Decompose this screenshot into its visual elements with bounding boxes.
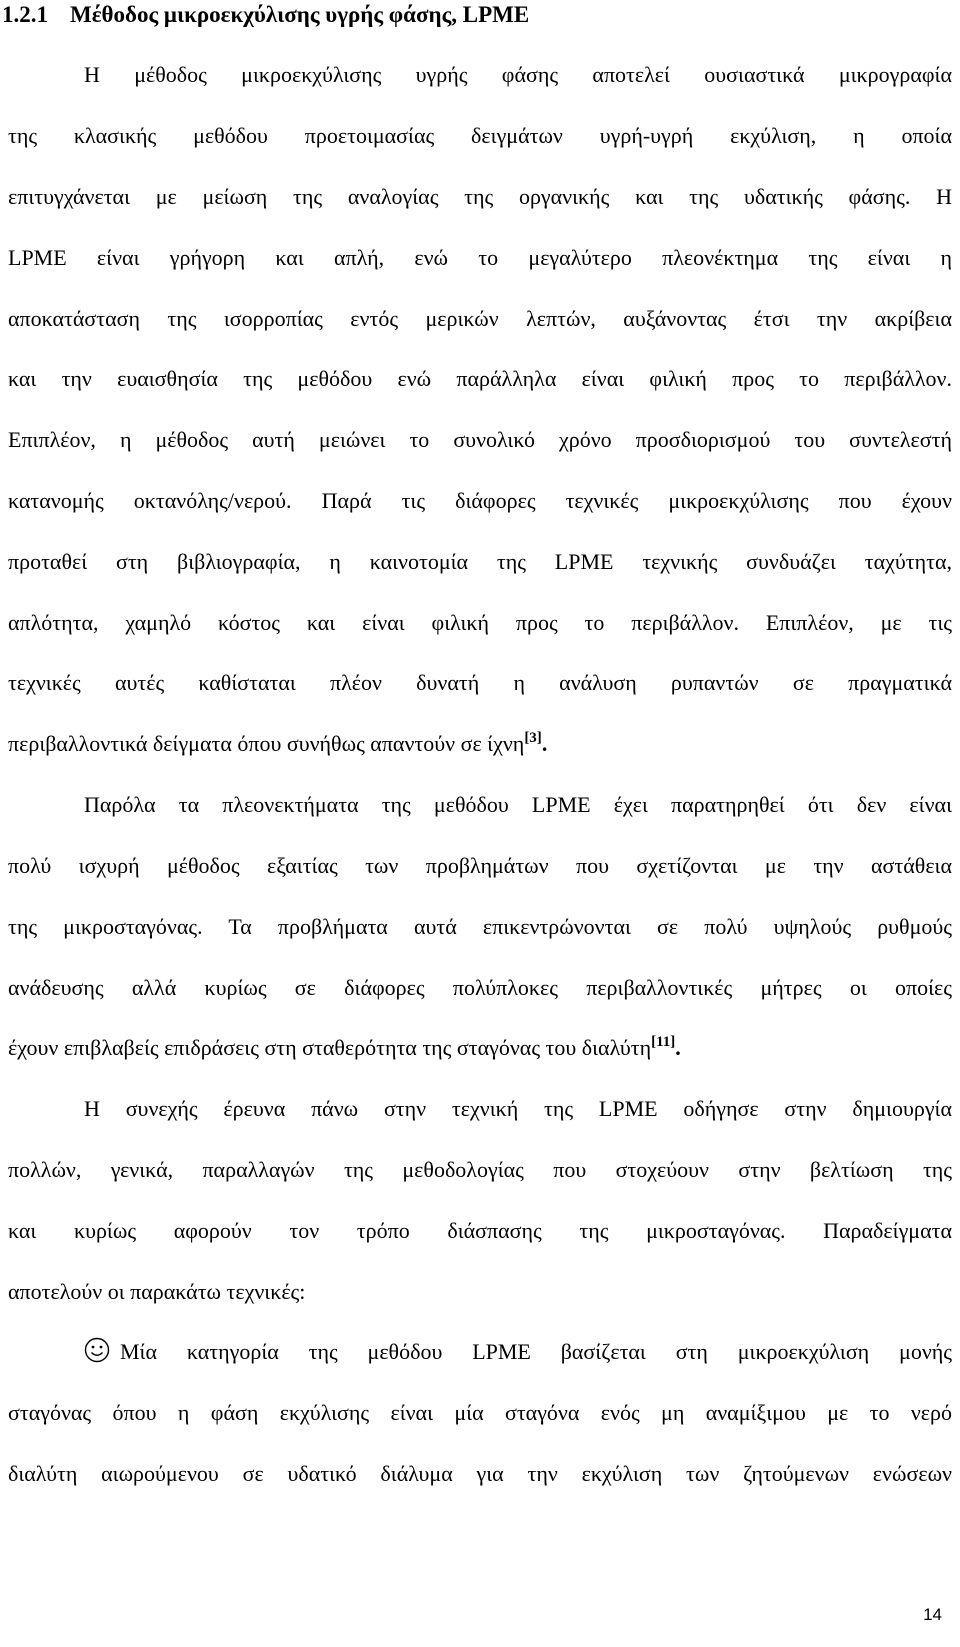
text-line: πολλών, γενικά, παραλλαγών της μεθοδολογίας που στοχεύουν στην βελτίωση της [8, 1157, 952, 1182]
text-line [8, 729, 952, 759]
text-line: σταγόνας όπου η φάση εκχύλισης είναι μία σταγόνα ενός μη αναμίξιμου με το νερό [8, 1400, 952, 1425]
text-line: Επιπλέον, η μέθοδος αυτή μειώνει το συνολικό χρόνο προσδιορισμού του συντελεστή [8, 427, 952, 452]
text-line: κατανομής οκτανόλης/νερού. Παρά τις διάφορες τεχνικές μικροεκχύλισης που έχουν [8, 488, 952, 513]
text-line: διαλύτη αιωρούμενου σε υδατικό διάλυμα για την εκχύλιση των ζητούμενων ενώσεων [8, 1461, 952, 1486]
text-line-content: έχουν επιβλαβείς επιδράσεις στη σταθερότητα της σταγόνας του διαλύτη [8, 1035, 652, 1060]
bullet-item [84, 1337, 952, 1367]
citation: [3] [524, 730, 542, 746]
text-line: Η συνεχής έρευνα πάνω στην τεχνική της LPME οδήγησε στην δημιουργία [84, 1096, 952, 1121]
period: . [675, 1035, 681, 1060]
text-line: Η μέθοδος μικροεκχύλισης υγρής φάσης αποτελεί ουσιαστικά μικρογραφία [84, 62, 952, 87]
page-number: 14 [923, 1605, 942, 1624]
text-line: πολύ ισχυρή μέθοδος εξαιτίας των προβλημάτων που σχετίζονται με την αστάθεια [8, 853, 952, 878]
bullet-text: Μία κατηγορία της μεθόδου LPME βασίζεται στη μικροεκχύλιση μονής [120, 1339, 952, 1364]
text-line-content: περιβαλλοντικά δείγματα όπου συνήθως απαντούν σε ίχνη [8, 731, 525, 756]
text-line: αποκατάσταση της ισορροπίας εντός μερικών λεπτών, αυξάνοντας έτσι την ακρίβεια [8, 306, 952, 331]
text-line: προταθεί στη βιβλιογραφία, η καινοτομία της LPME τεχνικής συνδυάζει ταχύτητα, [8, 549, 952, 574]
text-line: της μικροσταγόνας. Τα προβλήματα αυτά επικεντρώνονται σε πολύ υψηλούς ρυθμούς [8, 914, 952, 939]
section-title: Μέθοδος μικροεκχύλισης υγρής φάσης, LPME [70, 2, 530, 27]
text-line: LPME είναι γρήγορη και απλή, ενώ το μεγαλύτερο πλεονέκτημα της είναι η [8, 245, 952, 270]
text-line: ανάδευσης αλλά κυρίως σε διάφορες πολύπλοκες περιβαλλοντικές μήτρες οι οποίες [8, 975, 952, 1000]
smiley-face-icon [84, 1337, 110, 1363]
text-line: επιτυγχάνεται με μείωση της αναλογίας της οργανικής και της υδατικής φάσης. Η [8, 184, 952, 209]
text-line: και κυρίως αφορούν τον τρόπο διάσπασης της μικροσταγόνας. Παραδείγματα [8, 1218, 952, 1243]
section-number: 1.2.1 [2, 2, 48, 27]
citation: [11] [651, 1034, 676, 1050]
text-line: απλότητα, χαμηλό κόστος και είναι φιλική προς το περιβάλλον. Επιπλέον, με τις [8, 610, 952, 635]
period: . [541, 731, 548, 756]
text-line: της κλασικής μεθόδου προετοιμασίας δειγμάτων υγρή-υγρή εκχύλιση, η οποία [8, 123, 952, 148]
text-line: τεχνικές αυτές καθίσταται πλέον δυνατή η ανάλυση ρυπαντών σε πραγματικά [8, 670, 952, 695]
text-line: Παρόλα τα πλεονεκτήματα της μεθόδου LPME έχει παρατηρηθεί ότι δεν είναι [84, 792, 952, 817]
text-line: αποτελούν οι παρακάτω τεχνικές: [8, 1279, 306, 1304]
section-heading [2, 0, 529, 30]
text-line: και την ευαισθησία της μεθόδου ενώ παράλληλα είναι φιλική προς το περιβάλλον. [8, 366, 952, 391]
text-line [8, 1033, 952, 1063]
